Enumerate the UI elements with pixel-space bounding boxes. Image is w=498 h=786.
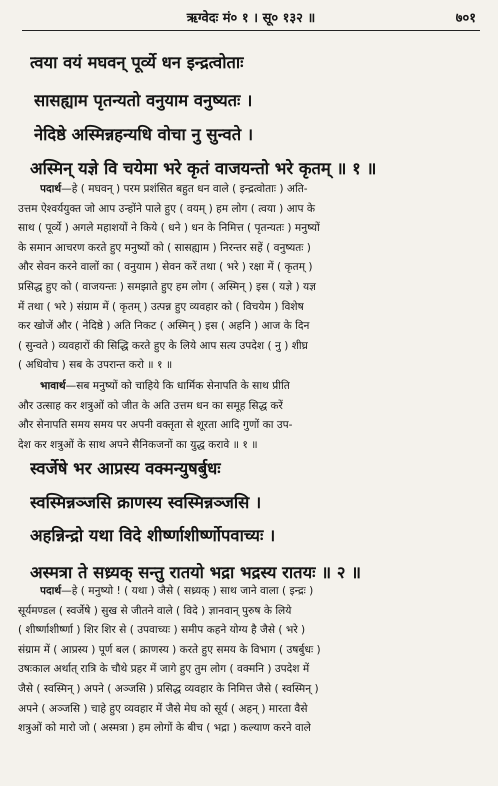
padartha-1-line: ( सुन्वते ) व्यवहारों की सिद्धि करते हुए के लिये आप सत्य उपदेश ( नु ) शीघ्र — [18, 339, 308, 352]
padartha-2-line: संग्राम में ( आप्रस्य ) पूर्ण बल ( क्राणस्य ) करते हुए समय के विभाग ( उषर्बुधः ) — [18, 643, 321, 656]
bhavartha-1-line: और सेनापति समय समय पर अपनी वक्तृता से शूरता आदि गुणों का उप- — [18, 419, 293, 432]
verse-1-line-1: त्वया वयं मघवन् पूर्व्ये धन इन्द्रत्वोताः — [30, 53, 244, 72]
padartha-label: पदार्थ — [40, 585, 62, 597]
verse-1-line-3: नेदिष्ठे अस्मिन्नहन्यधि वोचा नु सुन्वते । — [34, 125, 254, 144]
verse-2-line-3: अहन्निन्द्रो यथा विदे शीर्ष्णाशीर्ष्णोपवाच्यः । — [30, 526, 276, 545]
bhavartha-label: भावार्थ — [40, 380, 66, 392]
verse-2-line-1: स्वर्जेषे भर आप्रस्य वक्मन्युषर्बुधः — [30, 459, 221, 478]
bhavartha-1-line: देश कर शत्रुओं के साथ अपने सैनिकजनों का युद्ध करावे ॥ १ ॥ — [18, 438, 258, 451]
verse-2-line-2: स्वस्मिन्नञ्जसि क्राणस्य स्वस्मिन्नञ्जसि । — [30, 493, 262, 512]
padartha-1-line: उत्तम ऐश्वर्ययुक्त जो आप उन्होंने पाले हुए ( वयम् ) हम लोग ( त्वया ) आप के — [18, 202, 316, 215]
padartha-2-line: पदार्थ—हे ( मनुष्यो ! ( यथा ) जैसे ( सध्र्यक् ) साथ जाने वाला ( इन्द्रः ) — [40, 585, 314, 597]
padartha-2-line: सूर्यमण्डल ( स्वर्जेषे ) सुख से जीतने वाले ( विदे ) ज्ञानवान् पुरुष के लिये — [18, 604, 292, 617]
verse-1-line-4: अस्मिन् यज्ञे वि चयेमा भरे कृतं वाजयन्तो भरे कृतम् ॥ १ ॥ — [30, 159, 377, 178]
page-header — [22, 4, 480, 31]
padartha-2-line: ( शीर्ष्णाशीर्ष्णा ) शिर शिर से ( उपवाच्यः ) समीप कहने योग्य है जैसे ( भरे ) — [18, 624, 306, 637]
padartha-2-line: शत्रुओं को मारो जो ( अस्मत्रा ) हम लोगों के बीच ( भद्रा ) कल्याण करने वाले — [18, 722, 311, 735]
bhavartha-1 — [18, 377, 480, 455]
page-number: ७०१ — [455, 11, 476, 26]
padartha-2 — [18, 582, 480, 739]
padartha-2-line: उषःकाल अर्थात् रात्रि के चौथे प्रहर में जागे हुए तुम लोग ( वक्मनि ) उपदेश में — [18, 663, 310, 676]
padartha-label: पदार्थ — [40, 183, 62, 195]
padartha-1-line: साथ ( पूर्व्ये ) अगले महाशयों ने किये ( धने ) धन के निमित्त ( पृतन्यतः ) मनुष्यों — [18, 222, 320, 235]
verse-1-line-2: सासह्याम पृतन्यतो वनुयाम वनुष्यतः । — [34, 91, 253, 110]
padartha-1-line: पदार्थ—हे ( मघवन् ) परम प्रशंसित बहुत धन वाले ( इन्द्रत्वोताः ) अति- — [40, 183, 308, 195]
padartha-1-line: प्रसिद्ध हुए को ( वाजयन्तः ) समझाते हुए हम लोग ( अस्मिन् ) इस ( यज्ञे ) यज्ञ — [18, 280, 316, 293]
padartha-1-line: कर खोजें और ( नेदिष्ठे ) अति निकट ( अस्मिन् ) इस ( अहनि ) आज के दिन — [18, 320, 310, 333]
running-title: ऋग्वेदः मं० १ । सू० १३२ ॥ — [186, 11, 316, 26]
bhavartha-1-line: और उत्साह कर शत्रुओं को जीत के अति उत्तम धन का समूह सिद्ध करें — [18, 399, 283, 412]
padartha-2-line: जैसे ( स्वस्मिन् ) अपने ( अञ्जसि ) प्रसिद्ध व्यवहार के निमित्त जैसे ( स्वस्मिन् ) — [18, 682, 319, 695]
padartha-1-line: और सेवन करने वालों का ( वनुयाम ) सेवन करें तथा ( भरे ) रक्षा में ( कृतम् ) — [18, 261, 313, 274]
padartha-1-line: में तथा ( भरे ) संग्राम में ( कृतम् ) उत्पन्न हुए व्यवहार को ( विचयेम ) विशेष — [18, 300, 304, 313]
padartha-1-line: ( अधिवोच ) सब के उपरान्त करो ॥ १ ॥ — [18, 359, 173, 372]
padartha-1-line: के समान आचरण करते हुए मनुष्यों को ( सासह्याम ) निरन्तर सहें ( वनुष्यतः ) — [18, 241, 311, 254]
padartha-2-line: अपने ( अञ्जसि ) चाहे हुए व्यवहार में जैसे मेघ को सूर्य ( अहन् ) मारता वैसे — [18, 702, 308, 715]
verse-2-line-4: अस्मत्रा ते सध्र्यक् सन्तु रातयो भद्रा भद्रस्य रातयः ॥ २ ॥ — [30, 563, 362, 582]
padartha-1 — [18, 180, 480, 376]
bhavartha-1-line: भावार्थ—सब मनुष्यों को चाहिये कि धार्मिक सेनापति के साथ प्रीति — [40, 380, 290, 392]
